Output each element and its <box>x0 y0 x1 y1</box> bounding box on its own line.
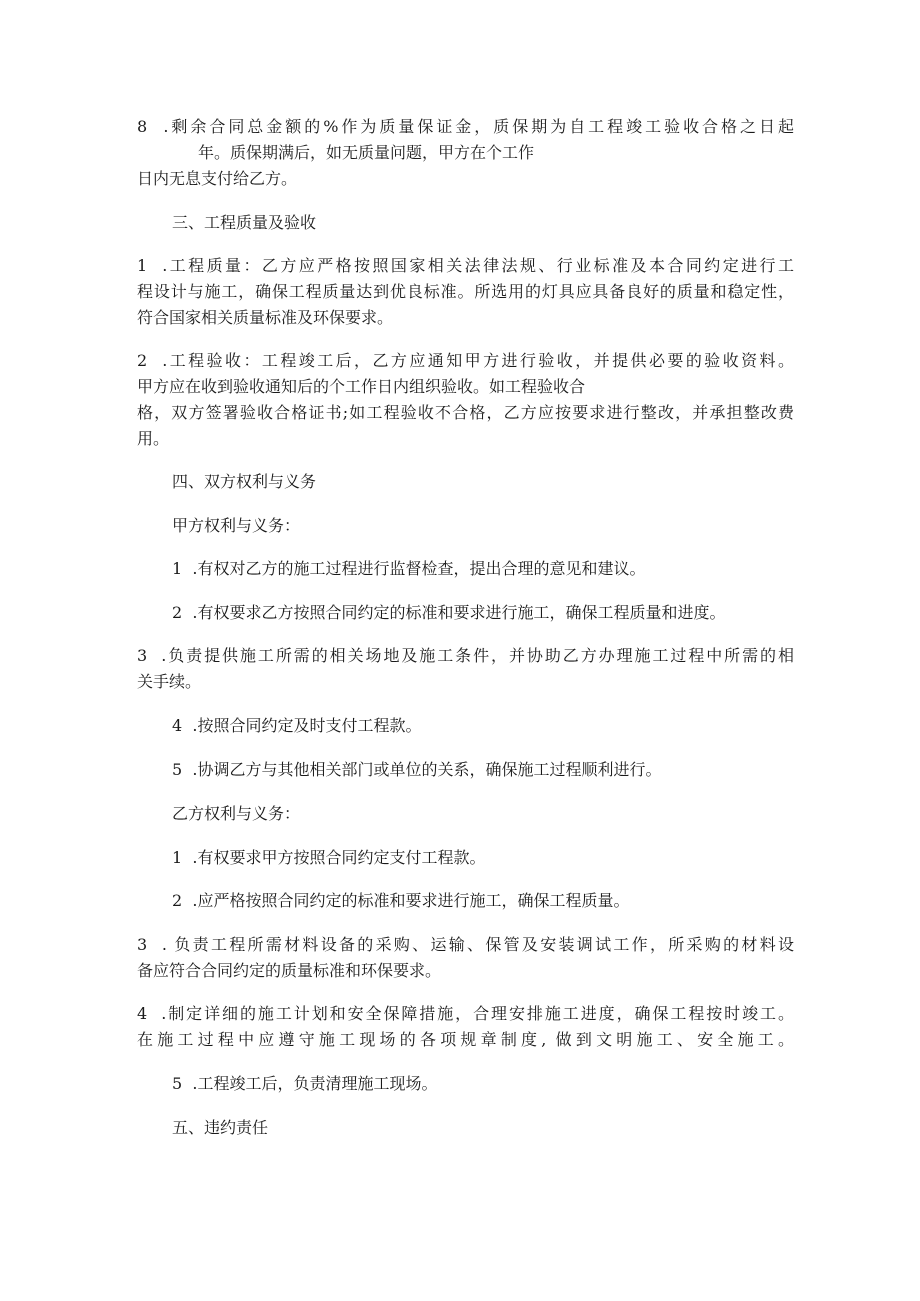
party-a-item-4: 4 .按照合同约定及时支付工程款。 <box>172 716 422 735</box>
party-b-item-3-line-2: 备应符合合同约定的质量标准和环保要求。 <box>137 961 442 980</box>
party-b-heading: 乙方权利与义务： <box>172 804 301 823</box>
section-4-heading: 四、双方权利与义务 <box>172 472 317 491</box>
quality-1-line-3: 符合国家相关质量标准及环保要求。 <box>137 308 394 327</box>
acceptance-2-line-4: 用。 <box>137 429 170 448</box>
quality-1-line-1: 1 .工程质量：乙方应严格按照国家相关法律法规、行业标准及本合同约定进行工 <box>137 256 794 275</box>
party-b-item-4-line-2: 在施工过程中应遵守施工现场的各项规章制度, 做到文明施工、安全施工。 <box>137 1030 794 1049</box>
party-a-item-1: 1 .有权对乙方的施工过程进行监督检查，提出合理的意见和建议。 <box>172 559 646 578</box>
acceptance-2-line-2: 甲方应在收到验收通知后的个工作日内组织验收。如工程验收合 <box>137 377 586 396</box>
party-b-item-5: 5 .工程竣工后，负责清理施工现场。 <box>172 1074 438 1093</box>
party-a-item-3-line-1: 3 .负责提供施工所需的相关场地及施工条件，并协助乙方办理施工过程中所需的相 <box>137 646 794 665</box>
clause-8-line-1: 8 .剩余合同总金额的%作为质量保证金，质保期为自工程竣工验收合格之日起 <box>137 117 794 136</box>
clause-8-line-3: 日内无息支付给乙方。 <box>137 169 298 188</box>
quality-1-line-2: 程设计与施工，确保工程质量达到优良标准。所选用的灯具应具备良好的质量和稳定性， <box>137 282 794 301</box>
party-a-item-3-line-2: 关手续。 <box>137 672 202 691</box>
party-b-item-4-line-1: 4 .制定详细的施工计划和安全保障措施，合理安排施工进度，确保工程按时竣工。 <box>137 1004 794 1023</box>
party-b-item-2: 2 .应严格按照合同约定的标准和要求进行施工，确保工程质量。 <box>172 891 630 910</box>
acceptance-2-line-1: 2 .工程验收：工程竣工后，乙方应通知甲方进行验收，并提供必要的验收资料。 <box>137 351 794 370</box>
clause-8-line-2: 年。质保期满后，如无质量问题，甲方在个工作 <box>198 143 535 162</box>
section-5-heading: 五、违约责任 <box>172 1118 269 1137</box>
party-a-item-2: 2 .有权要求乙方按照合同约定的标准和要求进行施工，确保工程质量和进度。 <box>172 603 726 622</box>
acceptance-2-line-3: 格，双方签署验收合格证书;如工程验收不合格，乙方应按要求进行整改，并承担整改费 <box>137 403 794 422</box>
party-a-item-5: 5 .协调乙方与其他相关部门或单位的关系，确保施工过程顺利进行。 <box>172 760 662 779</box>
party-b-item-1: 1 .有权要求甲方按照合同约定支付工程款。 <box>172 848 486 867</box>
party-b-item-3-line-1: 3 . 负责工程所需材料设备的采购、运输、保管及安装调试工作，所采购的材料设 <box>137 935 794 954</box>
party-a-heading: 甲方权利与义务： <box>172 516 301 535</box>
section-3-heading: 三、工程质量及验收 <box>172 213 317 232</box>
